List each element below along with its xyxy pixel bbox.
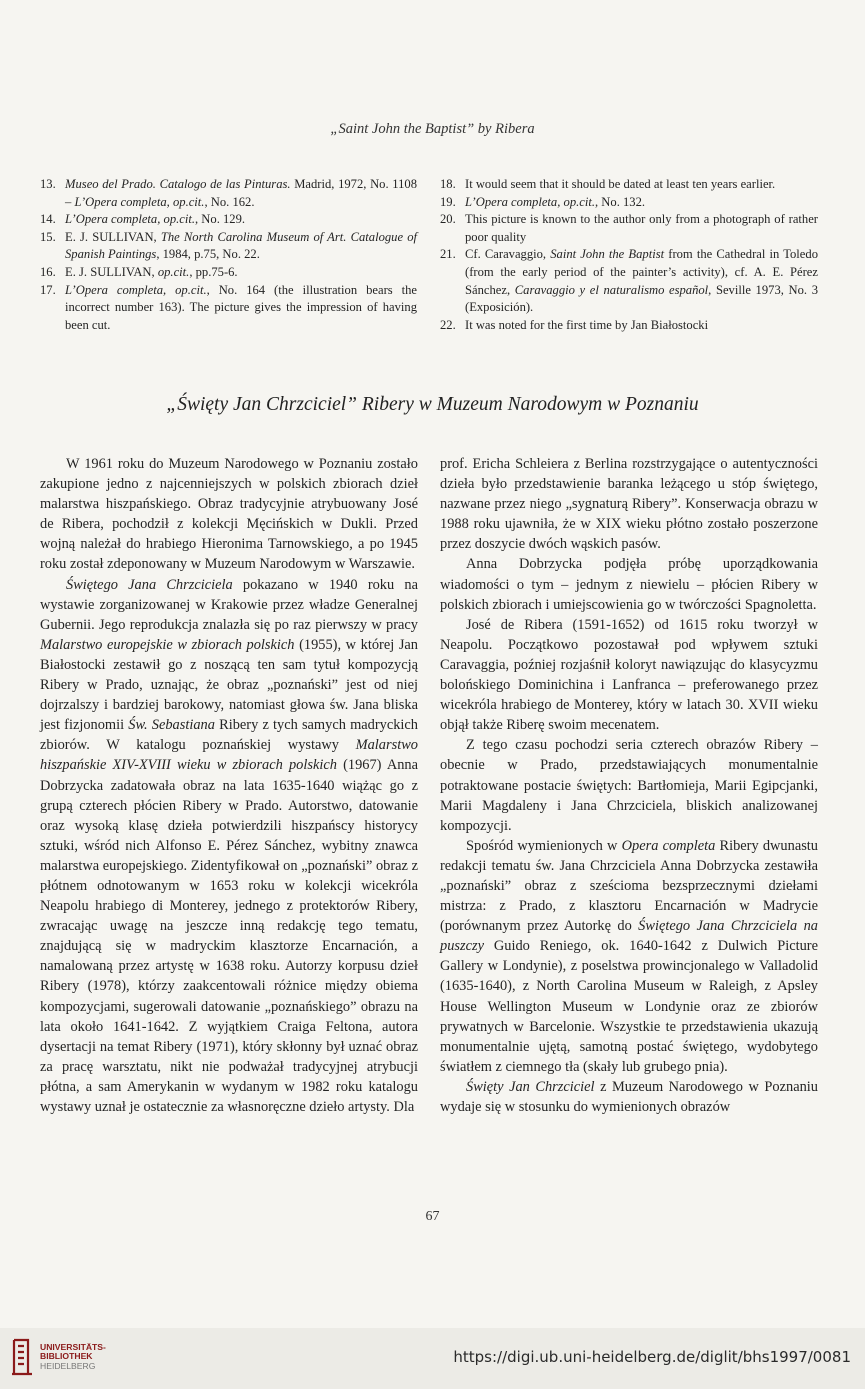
footnote	[440, 176, 818, 194]
body-text-left-column	[40, 454, 418, 1117]
footnote-text: It was noted for the first time by Jan Białostocki	[465, 317, 709, 332]
logo-line-3: HEIDELBERG	[40, 1360, 96, 1371]
library-logo-icon	[10, 1336, 34, 1378]
paragraph: José de Ribera (1591-1652) od 1615 roku tworzył w Neapolu. Początkowo pozostawał pod wpływem sztuki Caravaggia, poźniej rozjaśnił koloryt nawiązując do klasycyzmu bolońskiego Dominichina i Lanfranca – preferowanego przez wicekróla hrabiego de Monterey, który w latach 30. XVII wieku objął także Riberę swoim mecenatem.	[440, 616, 818, 734]
footnote-number: 14.	[40, 212, 56, 227]
source-url-link[interactable]: https://digi.ub.uni-heidelberg.de/diglit/bhs1997/0081	[453, 1348, 851, 1366]
footnote	[440, 246, 818, 316]
footnote-text: This picture is known to the author only from a photograph of rather poor quality	[465, 212, 818, 244]
footnote-text: Museo del Prado. Catalogo de las Pinturas. Madrid, 1972, No. 1108 – L’Opera completa, op.cit., No. 162.	[65, 177, 417, 209]
footnote-number: 22.	[440, 317, 456, 332]
footnote	[40, 282, 417, 335]
body-text-right-column	[440, 454, 818, 1117]
footnotes-left-column	[40, 176, 417, 334]
footnote-text: L’Opera completa, op.cit., No. 164 (the illustration bears the incorrect number 163). The picture gives the impression of having been cut.	[65, 282, 418, 332]
footnote-number: 20.	[440, 212, 456, 227]
logo-line-2: BIBLIOTHEK	[40, 1351, 93, 1362]
footnote-text: E. J. SULLIVAN, The North Carolina Museum of Art. Catalogue of Spanish Paintings, 1984, p.75, No. 22.	[65, 229, 418, 262]
library-logo[interactable]	[10, 1336, 106, 1378]
library-logo-text	[40, 1343, 106, 1371]
footnote-text: L’Opera completa, op.cit., No. 132.	[465, 194, 646, 209]
footnote-text: It would seem that it should be dated at least ten years earlier.	[465, 177, 776, 191]
paragraph: Święty Jan Chrzciciel z Muzeum Narodowego w Poznaniu wydaje się w stosunku do wymienionych obrazów	[440, 1078, 818, 1115]
footnote-number: 16.	[40, 264, 56, 279]
footnote	[440, 317, 818, 335]
footnote-number: 17.	[40, 282, 56, 297]
viewer-footer	[0, 1328, 865, 1389]
footnote-text: Cf. Caravaggio, Saint John the Baptist from the Cathedral in Toledo (from the early period of the painter’s activity), cf. A. E. Pérez Sánchez, Caravaggio y el naturalismo español, Seville 1973, No. 3 (Exposición).	[465, 247, 818, 315]
footnote-text: L’Opera completa, op.cit., No. 129.	[65, 212, 246, 227]
footnote	[440, 211, 818, 246]
footnote-number: 21.	[440, 247, 456, 262]
footnote-text: E. J. SULLIVAN, op.cit., pp.75-6.	[65, 264, 238, 279]
footnote-number: 13.	[40, 177, 56, 191]
page-number: 67	[425, 1209, 440, 1224]
footnote	[40, 176, 417, 211]
footnote-number: 18.	[440, 177, 456, 191]
paragraph: Spośród wymienionych w Opera completa Ribery dwunastu redakcji tematu św. Jana Chrzciciela Anna Dobrzycka zestawiła „poznański” obraz z sześcioma bezsprzecznymi dziełami mistrza: z Prado, z klasztoru Encarnación w Madrycie (porównanym przez Autorkę do Świętego Jana Chrzciciela na puszczy Guido Reniego, ok. 1640-1642 z Dulwich Picture Gallery w Londynie), z poselstwa prowincjonalego w Valladolid (1635-1640), z North Carolina Museum w Raleigh, z Apsley House Wellington Museum w Londynie oraz ze zbiorów prywatnych w Barcelonie. Wszystkie te przedstawienia ukazują monumentalnie ujętą, samotną postać świętego, wydobytego światłem z ciemnego tła (skały lub grubego pnia).	[440, 837, 818, 1075]
running-head: „Saint John the Baptist” by Ribera	[330, 121, 535, 137]
paragraph: Świętego Jana Chrzciciela pokazano w 1940 roku na wystawie zorganizowanej w Krakowie przez władze Generalnej Gubernii. Jego reprodukcja znalazła się po raz pierwszy w pracy Malarstwo europejskie w zbiorach polskich (1955), w której Jan Białostocki zestawił go z noszącą ten sam tytuł kompozycją Ribery w Prado, uznając, że obraz „poznański” jest od niej dojrzalszy i bardziej barokowy, natomiast głowa św. Jana bliska jest fizjonomii Św. Sebastiana Ribery z tych samych madryckich zbiorów. W katalogu poznańskiej wystawy Malarstwo hiszpańskie XIV-XVIII wieku w zbiorach polskich (1967) Anna Dobrzycka zadatowała obraz na lata 1635-1640 wiążąc go z grupą czterech płócien Ribery w Prado. Autorstwo, datowanie oraz wysoką klasę dzieła potwierdzili hiszpańscy historycy sztuki, wśród nich Alfonso E. Pérez Sánchez, wybitny znawca malarstwa europejskiego. Zidentyfikował on „poznański” obraz z płótnem odnotowanym w 1653 roku w kolekcji wicekróla Neapolu hrabiego di Monterey, jednego z protektorów Ribery, zwracając uwagę na jeszcze inną redakcję tego tematu, znajdującą się w madryckim klasztorze Encarnación, a namalowaną przez artystę w 1638 roku. Autorzy korpusu dzieł Ribery (1978), którzy zaakcentowali różnice między obiema kompozycjami, sugerowali datowanie „poznańskiego” obrazu na lata około 1641-1642. Z wyjątkiem Craiga Feltona, autora dysertacji na temat Ribery (1971), który skłonny był uznać obraz za pracę warsztatu, nikt nie podważał tradycyjnej atrybucji płótna, a sam Amerykanin w wydanym w 1982 roku katalogu wystawy uznał je ostatecznie za własnoręczne dzieło artysty. Dla	[40, 576, 419, 1115]
footnote	[40, 264, 417, 282]
paragraph: W 1961 roku do Muzeum Narodowego w Poznaniu zostało zakupione jedno z najcenniejszych w polskich zbiorach dzieł malarstwa hiszpańskiego. Obraz tradycyjnie atrybuowany José de Ribera, pochodził z kolekcji Męcińskich w Dukli. Przed wojną należał do hrabiego Hieronima Tarnowskiego, a po 1945 roku został zdeponowany w Muzeum Narodowym w Warszawie.	[40, 456, 418, 573]
footnote	[440, 194, 818, 212]
section-title: „Święty Jan Chrzciciel” Ribery w Muzeum Narodowym w Poznaniu	[166, 394, 699, 415]
paragraph: prof. Ericha Schleiera z Berlina rozstrzygające o autentyczności dzieła było przedstawienie baranka leżącego u stóp świętego, nazwane przez niego „sygnaturą Ribery”. Konserwacja obrazu w 1988 roku ujawniła, że w XIX wieku płótno zostało poszerzone przez doszycie dwóch wąskich pasów.	[440, 456, 818, 553]
footnote	[40, 211, 417, 229]
footnote-number: 15.	[40, 229, 56, 244]
footnote-number: 19.	[440, 194, 456, 209]
paragraph: Anna Dobrzycka podjęła próbę uporządkowania wiadomości o tym – jednym z niewielu – płócien Ribery w polskich zbiorach i umiejscowienia go w twórczości Spagnoletta.	[440, 556, 818, 613]
footnotes-right-column	[440, 176, 818, 334]
footnote	[40, 229, 417, 264]
logo-line-1: UNIVERSITÄTS-	[40, 1341, 106, 1352]
paragraph: Z tego czasu pochodzi seria czterech obrazów Ribery – obecnie w Prado, przedstawiających monumentalnie potraktowane postacie świętych: Bartłomieja, Marii Egipcjanki, Marii Magdaleny i Jana Chrzciciela, bliskich analizowanej kompozycji.	[440, 737, 818, 834]
